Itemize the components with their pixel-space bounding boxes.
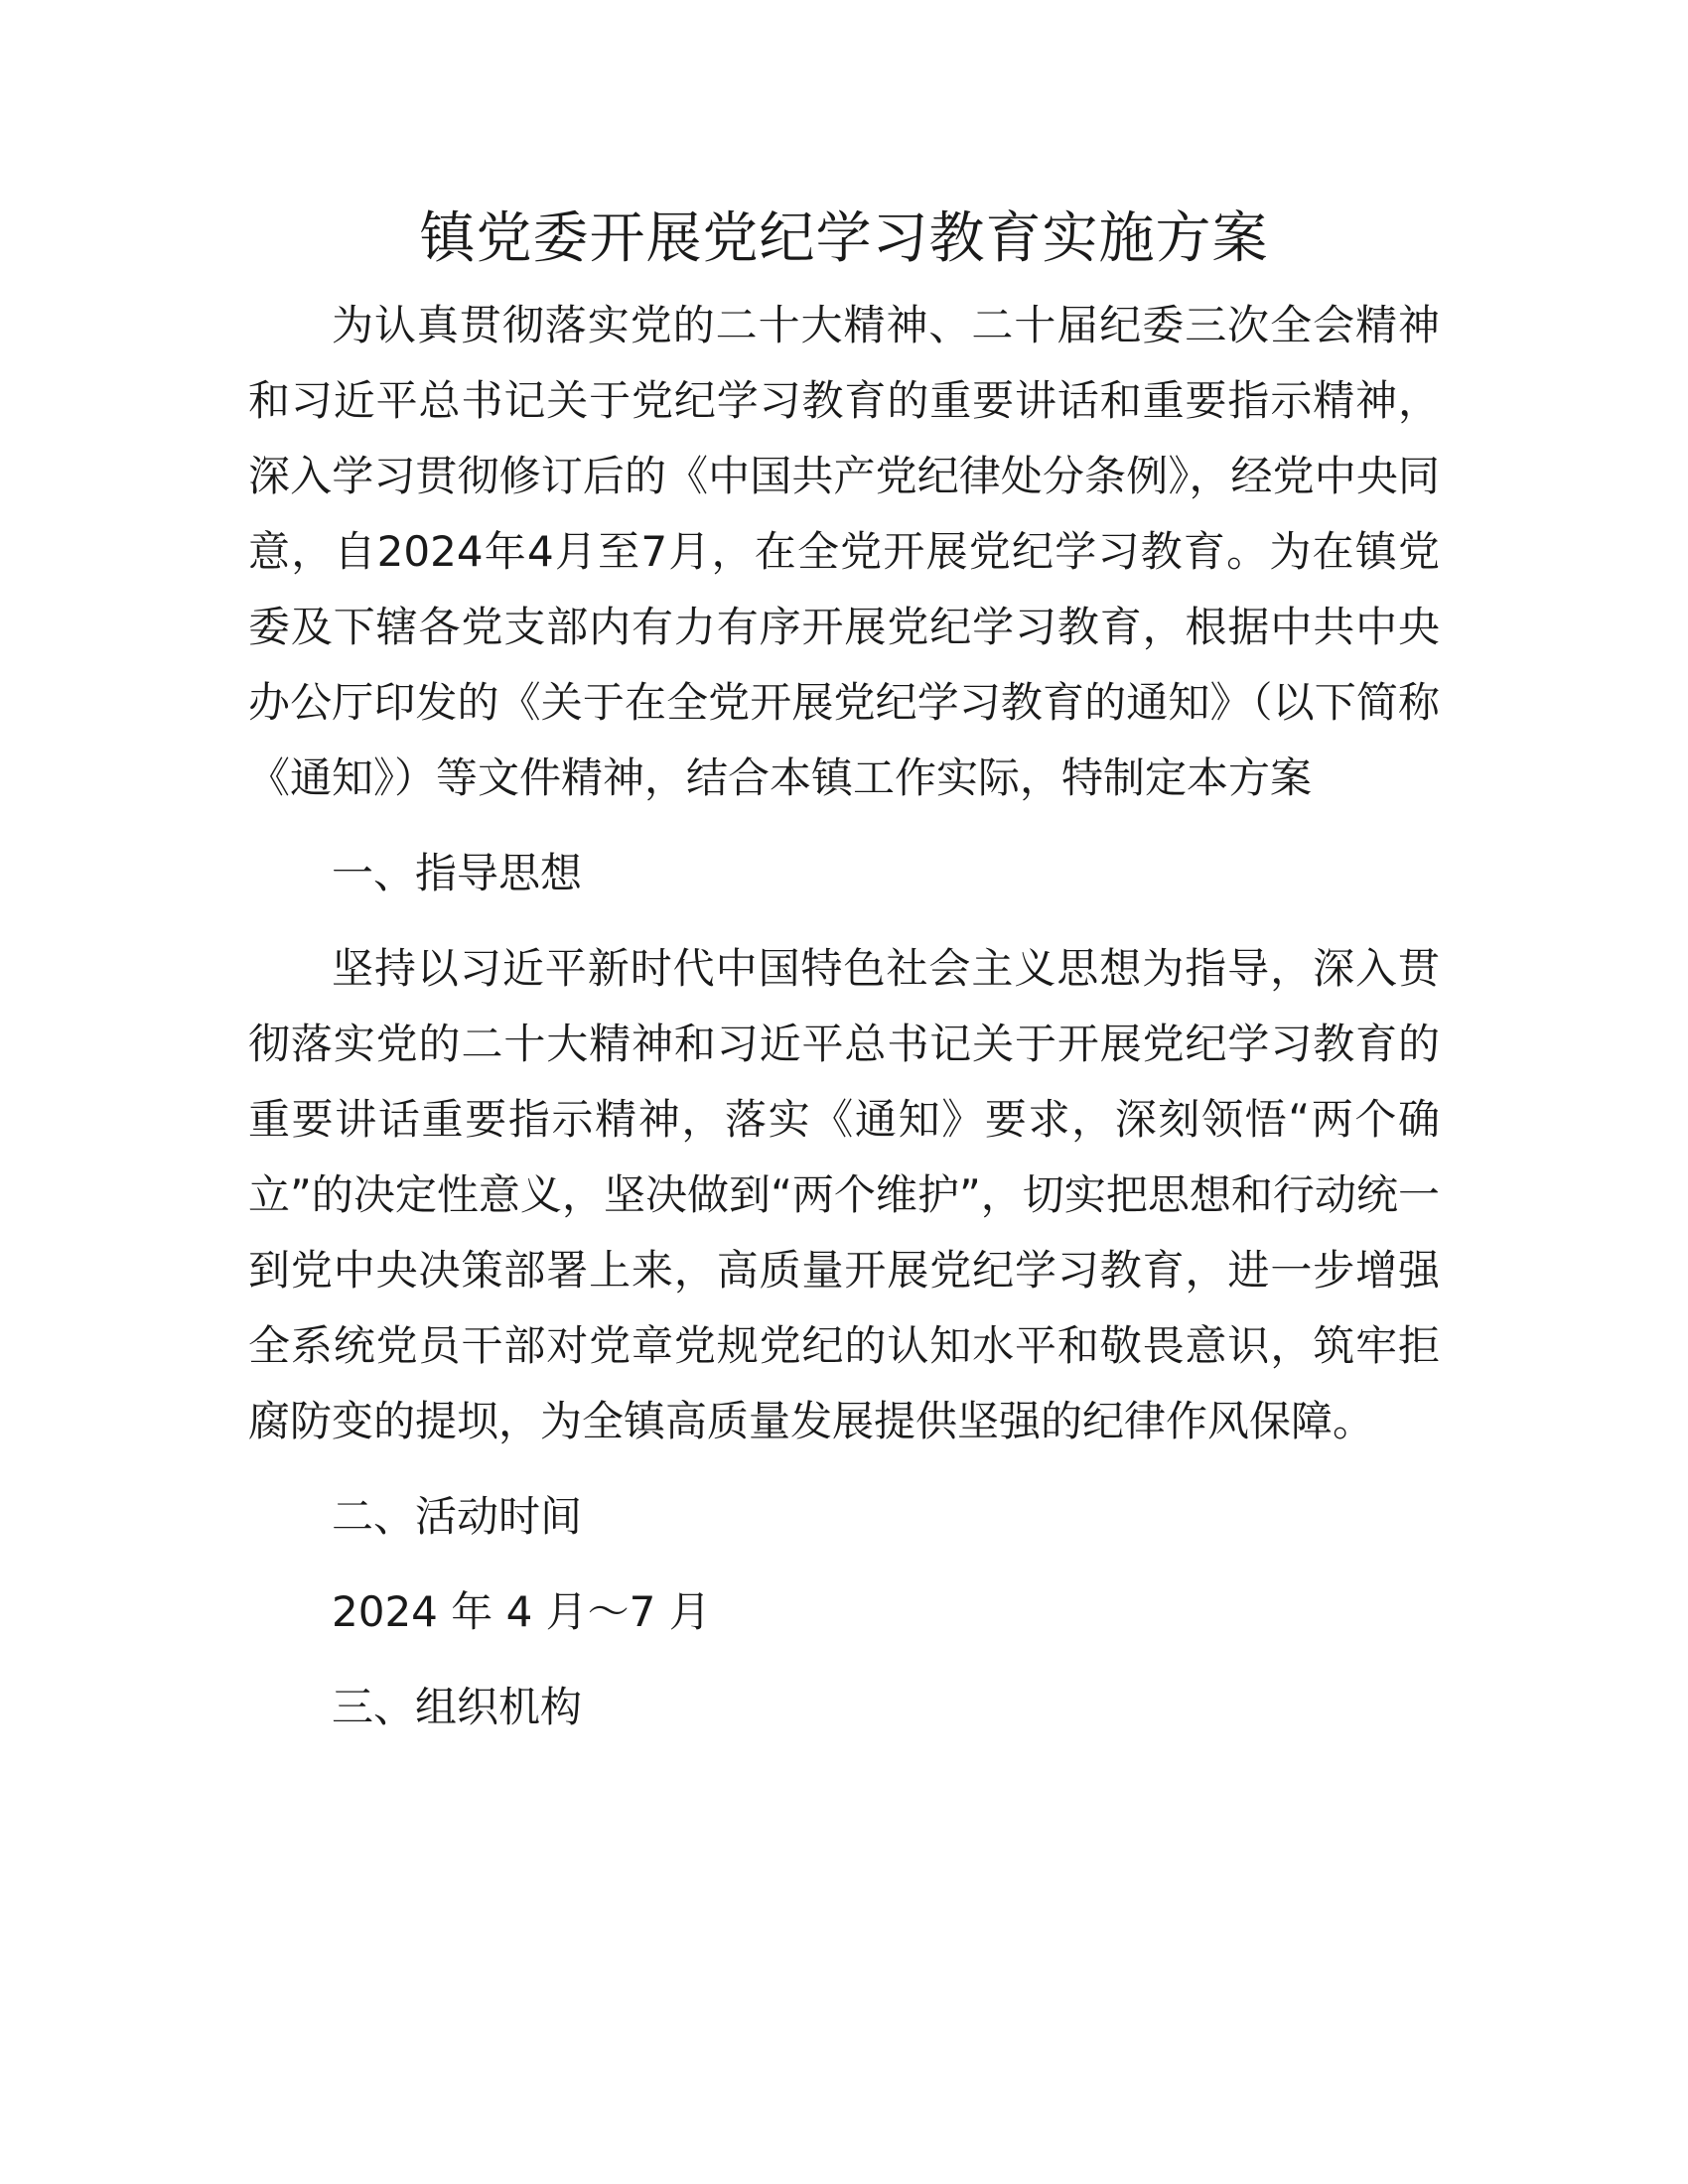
section-heading-organization: 三、组织机构 bbox=[332, 1683, 583, 1731]
intro-paragraph: 为认真贯彻落实党的二十大精神、二十届纪委三次全会精神和习近平总书记关于党纪学习教育的重要讲话和重要指示精神，深入学习贯彻修订后的《中国共产党纪律处分条例》，经党中央同意，自2024年4月至7月，在全党开展党纪学习教育。为在镇党委及下辖各党支部内有力有序开展党纪学习教育，根据中共中央办公厅印发的《关于在全党开展党纪学习教育的通知》（以下简称《通知》）等文件精神，结合本镇工作实际，特制定本方案 bbox=[248, 301, 1440, 802]
document-page bbox=[248, 195, 1440, 1765]
activity-time-value: 2024 年 4 月～7 月 bbox=[332, 1587, 711, 1636]
document-title: 镇党委开展党纪学习教育实施方案 bbox=[419, 206, 1269, 271]
section-heading-activity-time: 二、活动时间 bbox=[332, 1492, 583, 1541]
section-heading-guiding-ideology: 一、指导思想 bbox=[332, 849, 583, 897]
guiding-ideology-paragraph: 坚持以习近平新时代中国特色社会主义思想为指导，深入贯彻落实党的二十大精神和习近平总书记关于开展党纪学习教育的重要讲话重要指示精神，落实《通知》要求，深刻领悟“两个确立”的决定性意义，坚决做到“两个维护”，切实把思想和行动统一到党中央决策部署上来，高质量开展党纪学习教育，进一步增强全系统党员干部对党章党规党纪的认知水平和敬畏意识，筑牢拒腐防变的提坝，为全镇高质量发展提供坚强的纪律作风保障。 bbox=[248, 944, 1440, 1445]
